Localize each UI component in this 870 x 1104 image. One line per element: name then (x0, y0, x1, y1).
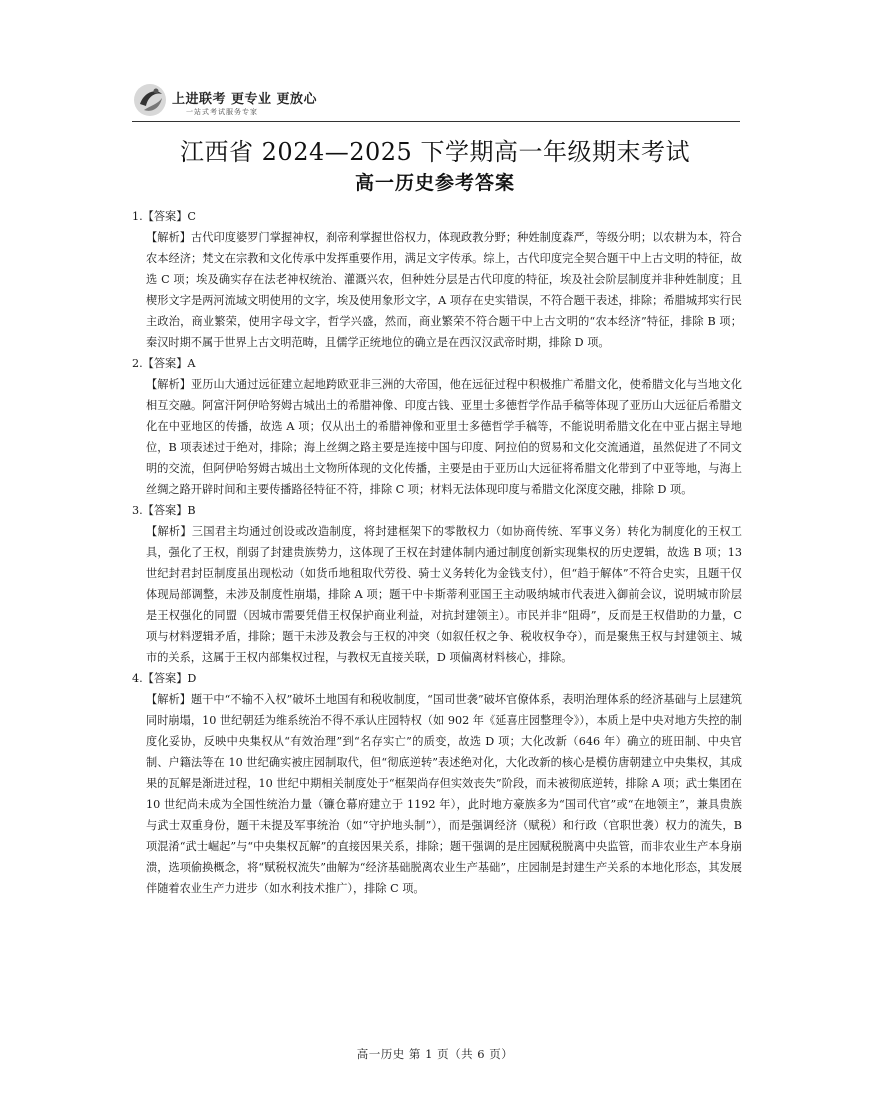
question-explanation: 【解析】古代印度婆罗门掌握神权，刹帝利掌握世俗权力，体现政教分野；种姓制度森严，等级分明；以农耕为本，符合农本经济；梵文在宗教和文化传承中发挥重要作用，满足文字传承。综上，古代印度完全契合题干中上古文明的特征，故选 C 项；埃及确实存在法老神权统治、灌溉兴农，但种姓分层是古代印度的特征，埃及社会阶层制度并非种姓制度；且楔形文字是两河流域文明使用的文字，埃及使用象形文字，A 项存在史实错误，不符合题干表述，排除；希腊城邦实行民主政治，商业繁荣，使用字母文字，哲学兴盛，然而，商业繁荣不符合题干中上古文明的“农本经济”特征，排除 B 项；秦汉时期不属于世界上古文明范畴，且儒学正统地位的确立是在西汉汉武帝时期，排除 D 项。 (146, 231, 742, 349)
brand-slogan: 上进联考 更专业 更放心 (172, 92, 318, 107)
question-explanation: 【解析】题干中“不输不入权”破坏土地国有和税收制度，“国司世袭”破坏官僚体系，表明治理体系的经济基础与上层建筑同时崩塌，10 世纪朝廷为维系统治不得不承认庄园特权（如 902 年《延喜庄园整理令》），本质上是中央对地方失控的制度化妥协，反映中央集权从“有效治理”到“名存实亡”的质变，故选 D 项；大化改新（646 年）确立的班田制、中央官制、户籍法等在 10 世纪确实被庄园制取代，但“彻底逆转”表述绝对化，大化改新的核心是模仿唐朝建立中央集权，其成果的瓦解是渐进过程，10 世纪中期相关制度处于“框架尚存但实效丧失”阶段，而未被彻底逆转，排除 A 项；武士集团在 10 世纪尚未成为全国性统治力量（镰仓幕府建立于 1192 年），此时地方豪族多为“国司代官”或“在地领主”，兼具贵族与武士双重身份，题干未提及军事统治（如“守护地头制”），而是强调经济（赋税）和行政（官职世袭）权力的流失，B 项混淆“武士崛起”与“中央集权瓦解”的直接因果关系，排除；题干强调的是庄园赋税脱离中央监管，而非农业生产本身崩溃，选项偷换概念，将“赋税权流失”曲解为“经济基础脱离农业生产基础”，庄园制是封建生产关系的本地化形态，其发展伴随着农业生产力进步（如水利技术推广），排除 C 项。 (146, 693, 742, 895)
question-answer-head: 3.【答案】B (132, 504, 196, 517)
question-answer-head: 1.【答案】C (132, 210, 196, 223)
page-subtitle: 高一历史参考答案 (354, 172, 515, 194)
question-item (132, 206, 742, 353)
question-item (132, 353, 742, 500)
brand-logo-icon (132, 82, 168, 118)
page-footer: 高一历史 第 1 页（共 6 页） (356, 1047, 514, 1061)
page-title: 江西省 2024—2025 下学期高一年级期末考试 (180, 138, 690, 166)
question-answer-head: 2.【答案】A (132, 357, 196, 370)
question-item (132, 668, 742, 899)
brand-tagline: 一站式考试服务专家 (186, 108, 258, 116)
brand-logo (132, 82, 392, 126)
question-item (132, 500, 742, 668)
question-explanation: 【解析】三国君主均通过创设或改造制度，将封建框架下的零散权力（如协商传统、军事义务）转化为制度化的王权工具，强化了王权，削弱了封建贵族势力，这体现了王权在封建体制内通过制度创新实现集权的历史逻辑，故选 B 项；13 世纪封君封臣制度虽出现松动（如货币地租取代劳役、骑士义务转化为金钱支付），但“趋于解体”不符合史实，且题干仅体现局部调整，未涉及制度性崩塌，排除 A 项；题干中卡斯蒂利亚国王主动吸纳城市代表进入御前会议，说明城市阶层是王权强化的同盟（因城市需要凭借王权保护商业利益，对抗封建领主）。市民并非“阻碍”，反而是王权借助的力量，C 项与材料逻辑矛盾，排除；题干未涉及教会与王权的冲突（如叙任权之争、税收权争夺），而是聚焦王权与封建领主、城市的关系，这属于王权内部集权过程，与教权无直接关联，D 项偏离材料核心，排除。 (146, 525, 742, 664)
header-divider (132, 121, 740, 122)
question-answer-head: 4.【答案】D (132, 672, 197, 685)
answer-list (132, 206, 742, 899)
question-explanation: 【解析】亚历山大通过远征建立起地跨欧亚非三洲的大帝国，他在远征过程中积极推广希腊文化，使希腊文化与当地文化相互交融。阿富汗阿伊哈努姆古城出土的希腊神像、印度古钱、亚里士多德哲学作品手稿等体现了亚历山大远征后希腊文化在中亚地区的传播，故选 A 项；仅从出土的希腊神像和亚里士多德哲学手稿等，不能说明希腊文化在中亚占据主导地位，B 项表述过于绝对，排除；海上丝绸之路主要是连接中国与印度、阿拉伯的贸易和文化交流通道，虽然促进了不同文明的交流，但阿伊哈努姆古城出土文物所体现的文化传播，主要是由于亚历山大远征将希腊文化带到了中亚等地，与海上丝绸之路开辟时间和主要传播路径特征不符，排除 C 项；材料无法体现印度与希腊文化深度交融，排除 D 项。 (146, 378, 742, 496)
